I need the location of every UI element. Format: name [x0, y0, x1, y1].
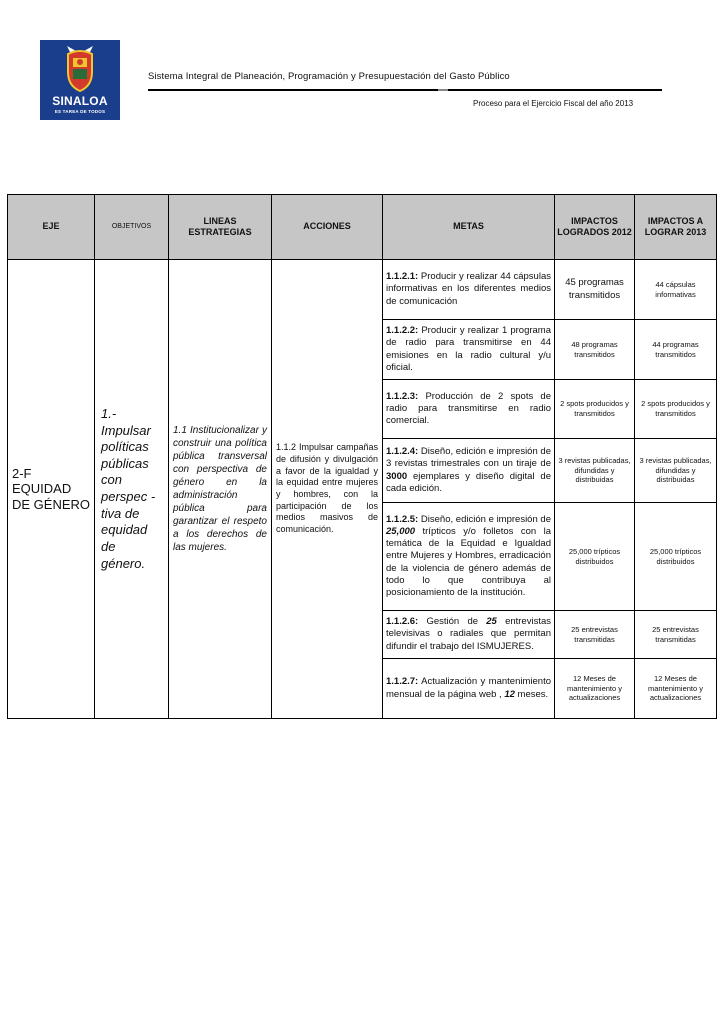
impacto-2013-cell: 25 entrevistas transmitidas [635, 611, 717, 659]
accion-cell: 1.1.2 Impulsar campañas de difusión y divulgación a favor de la igualdad y la equidad entre mujeres y hombres, con la participación de los medios masivos de comunicación. [272, 260, 383, 719]
meta-cell [383, 659, 555, 719]
header-impactos-2013: IMPACTOS A LOGRAR 2013 [635, 195, 717, 260]
meta-highlight: 25 [486, 616, 497, 628]
header-lineas: LINEAS ESTRATEGIAS [169, 195, 272, 260]
impacto-2013-cell: 44 programas transmitidos [635, 320, 717, 380]
meta-code: 1.1.2.4: [386, 446, 419, 458]
impacto-2012-cell: 45 programas transmitidos [555, 260, 635, 320]
header-objetivos: OBJETIVOS [95, 195, 169, 260]
impacto-2012-cell: 12 Meses de mantenimiento y actualizaciones [555, 659, 635, 719]
impacto-2013-cell: 25,000 trípticos distribuidos [635, 503, 717, 611]
meta-cell [383, 320, 555, 380]
impacto-2013-cell: 44 cápsulas informativas [635, 260, 717, 320]
objetivo-cell: 1.- Impulsar políticas públicas con perspec -tiva de equidad de género. [95, 260, 169, 719]
meta-text-a: Diseño, edición e impresión de [420, 513, 551, 525]
meta-text-b: ejemplares y diseño digital de cada edición. [386, 470, 551, 494]
table-header-row [8, 195, 717, 260]
header-metas: METAS [383, 195, 555, 260]
meta-text: Producir y realizar 1 programa de radio para transmitirse en 44 emisiones en la radio cultural y/u oficial. [386, 325, 552, 373]
table-row [8, 260, 717, 320]
logo-name: SINALOA [52, 94, 108, 108]
meta-cell [383, 380, 555, 439]
page-title: Sistema Integral de Planeación, Programación y Presupuestación del Gasto Público [148, 71, 510, 82]
meta-cell [383, 503, 555, 611]
impacto-2012-cell: 25,000 trípticos distribuidos [555, 503, 635, 611]
meta-text-b: trípticos y/o folletos con la temática de la Equidad e Igualdad entre Mujeres y Hombres, erradicación de la violencia de género además de todo lo que contribuya al posicionamiento de la institución. [386, 526, 551, 598]
meta-text-a: Gestión de [426, 616, 487, 628]
meta-text-b: entrevistas televisivas o radiales que permitan difundir el trabajo del ISMUJERES. [386, 616, 552, 652]
meta-code: 1.1.2.3: [386, 390, 419, 402]
header-acciones: ACCIONES [272, 195, 383, 260]
meta-text-b: meses. [514, 688, 549, 700]
meta-code: 1.1.2.5: [386, 513, 419, 525]
impacto-2012-cell: 48 programas transmitidos [555, 320, 635, 380]
meta-text-a: Diseño, edición e impresión de 3 revistas trimestrales con un tiraje de [386, 446, 551, 470]
impacto-2013-cell: 2 spots producidos y transmitidos [635, 380, 717, 439]
meta-code: 1.1.2.6: [386, 616, 419, 628]
eje-cell: 2-F EQUIDAD DE GÉNERO [8, 260, 95, 719]
logo-subtitle: ES TAREA DE TODOS [54, 109, 106, 114]
impacto-2013-cell: 3 revistas publicadas, difundidas y distribuidas [635, 439, 717, 503]
meta-highlight: 12 [504, 688, 515, 700]
meta-cell [383, 260, 555, 320]
header-impactos-2012: IMPACTOS LOGRADOS 2012 [555, 195, 635, 260]
meta-cell [383, 611, 555, 659]
meta-cell [383, 439, 555, 503]
impacto-2013-cell: 12 Meses de mantenimiento y actualizaciones [635, 659, 717, 719]
meta-highlight: 25,000 [386, 526, 416, 538]
linea-cell: 1.1 Institucionalizar y construir una política pública transversal con perspectiva de género en la administración pública para garantizar el respeto a los derechos de las mujeres. [169, 260, 272, 719]
meta-code: 1.1.2.7: [386, 676, 419, 688]
meta-code: 1.1.2.1: [386, 271, 419, 283]
meta-text: Producir y realizar 44 cápsulas informativas en los diferentes medios de comunicación [386, 271, 551, 307]
meta-code: 1.1.2.2: [386, 325, 419, 337]
meta-highlight: 3000 [386, 470, 408, 482]
impacto-2012-cell: 25 entrevistas transmitidas [555, 611, 635, 659]
page-subtitle: Proceso para el Ejercicio Fiscal del año 2013 [473, 99, 634, 108]
impacto-2012-cell: 2 spots producidos y transmitidos [555, 380, 635, 439]
header-eje: EJE [8, 195, 95, 260]
meta-text: Producción de 2 spots de radio para transmitirse en radio comercial. [386, 390, 551, 427]
header-divider [148, 89, 662, 91]
impacto-2012-cell: 3 revistas publicadas, difundidas y distribuidas [555, 439, 635, 503]
planning-table [7, 194, 717, 719]
meta-text-a: Actualización y mantenimiento mensual de la página web , [386, 676, 551, 700]
sinaloa-logo [40, 40, 120, 120]
coat-of-arms-icon [63, 46, 97, 92]
